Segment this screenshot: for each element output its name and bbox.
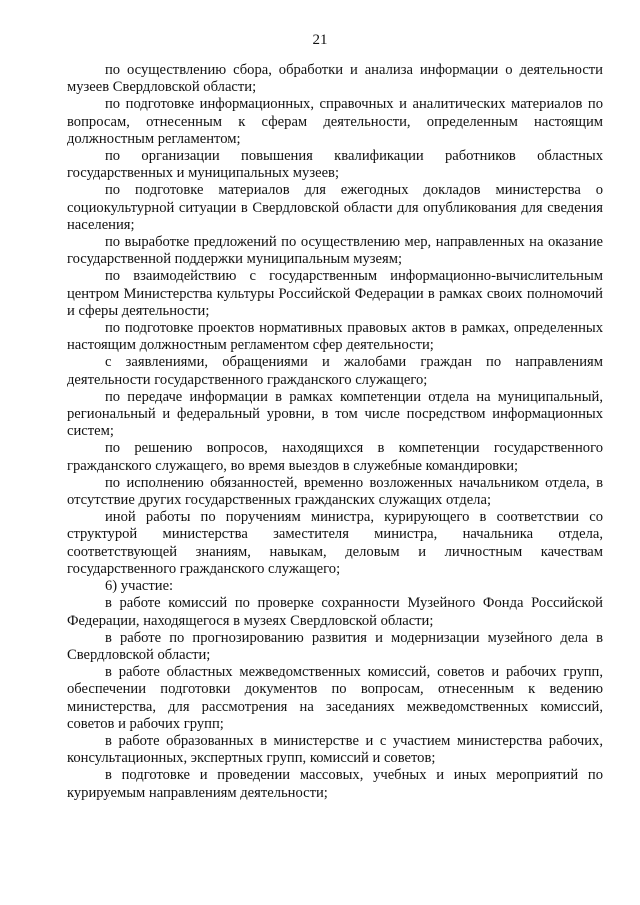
paragraph: с заявлениями, обращениями и жалобами граждан по направлениям деятельности государственного гражданского служащего; bbox=[67, 354, 603, 388]
paragraph: иной работы по поручениям министра, курирующего в соответствии со структурой министерства заместителя министра, начальника отдела, соответствующей знаниям, навыкам, деловым и личностным качествам государственного гражданского служащего; bbox=[67, 509, 603, 577]
paragraph: в работе комиссий по проверке сохранности Музейного Фонда Российской Федерации, находящегося в музеях Свердловской области; bbox=[67, 595, 603, 629]
section-heading: 6) участие: bbox=[105, 578, 174, 595]
paragraph: в работе образованных в министерстве и с участием министерства рабочих, консультационных, экспертных групп, комиссий и советов; bbox=[67, 732, 603, 767]
paragraph: по осуществлению сбора, обработки и анализа информации о деятельности музеев Свердловской области; bbox=[67, 62, 603, 96]
paragraph: по решению вопросов, находящихся в компетенции государственного гражданского служащего, во время выездов в служебные командировки; bbox=[67, 440, 603, 474]
paragraph: в работе по прогнозированию развития и модернизации музейного дела в Свердловской области; bbox=[67, 629, 603, 663]
paragraph: по подготовке информационных, справочных и аналитических материалов по вопросам, отнесенным к сферам деятельности, определенным настоящим должностным регламентом; bbox=[67, 96, 603, 147]
paragraph: по передаче информации в рамках компетенции отдела на муниципальный, региональный и федеральный уровни, в том числе посредством информационных систем; bbox=[67, 388, 603, 440]
document-body bbox=[67, 62, 603, 802]
paragraph: в подготовке и проведении массовых, учебных и иных мероприятий по курируемым направлениям деятельности; bbox=[67, 767, 603, 801]
page-number: 21 bbox=[312, 32, 328, 48]
paragraph: по выработке предложений по осуществлению мер, направленных на оказание государственной поддержки муниципальным музеям; bbox=[67, 234, 603, 268]
paragraph: по взаимодействию с государственным информационно-вычислительным центром Министерства культуры Российской Федерации в рамках своих полномочий и сферы деятельности; bbox=[67, 268, 603, 319]
paragraph: по исполнению обязанностей, временно возложенных начальником отдела, в отсутствие других государственных гражданских служащих отдела; bbox=[67, 474, 603, 509]
paragraph: по организации повышения квалификации работников областных государственных и муниципальных музеев; bbox=[67, 148, 603, 182]
paragraph: в работе областных межведомственных комиссий, советов и рабочих групп, обеспечении подготовки документов по вопросам, отнесенным к ведению министерства, для рассмотрения на заседаниях межведомственных комиссий, советов и рабочих групп; bbox=[67, 664, 603, 732]
paragraph: по подготовке материалов для ежегодных докладов министерства о социокультурной ситуации в Свердловской области для опубликования для сведения населения; bbox=[67, 182, 603, 233]
paragraph: по подготовке проектов нормативных правовых актов в рамках, определенных настоящим должностным регламентом сфер деятельности; bbox=[67, 320, 603, 354]
